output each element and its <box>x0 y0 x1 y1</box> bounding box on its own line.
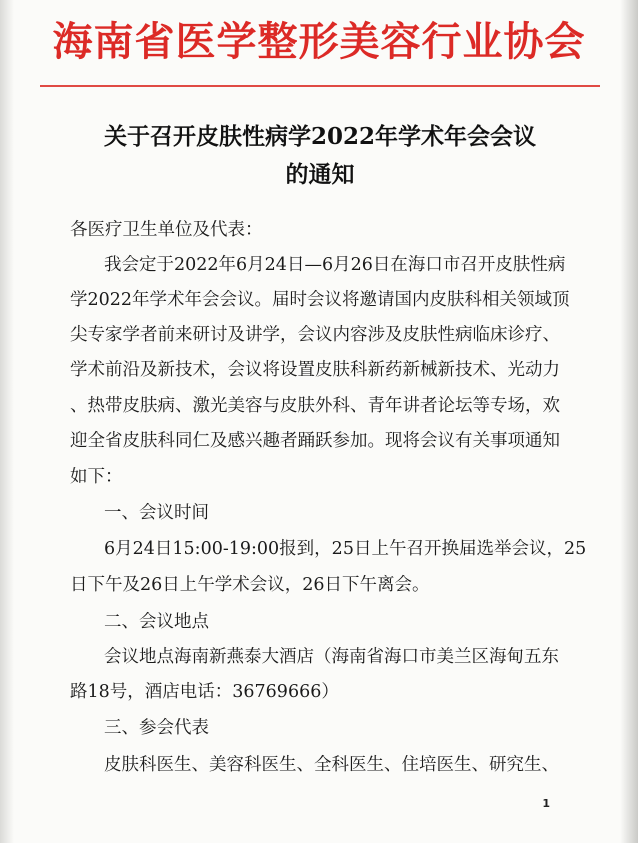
attendees-line-1: 皮肤科医生、美容科医生、全科医生、住培医生、研究生、 <box>104 755 559 775</box>
intro-line-6: 迎全省皮肤科同仁及感兴趣者踊跃参加。现将会议有关事项通知 <box>70 431 560 451</box>
header-divider <box>40 85 600 87</box>
location-line-1: 会议地点海南新燕泰大酒店（海南省海口市美兰区海甸五东 <box>104 647 559 667</box>
section-heading-attendees: 三、参会代表 <box>104 718 209 738</box>
intro-line-3: 尖专家学者前来研讨及讲学，会议内容涉及皮肤性病临床诊疗、 <box>70 325 560 345</box>
document-title-line-2: 的通知 <box>285 161 355 188</box>
intro-line-2: 学2022年学术年会会议。届时会议将邀请国内皮肤科相关领域顶 <box>70 290 570 310</box>
salutation: 各医疗卫生单位及代表： <box>70 220 263 240</box>
section-heading-location: 二、会议地点 <box>104 612 209 632</box>
page-number: 1 <box>542 797 550 810</box>
page-shadow-right <box>620 0 638 843</box>
page-shadow-left <box>0 0 14 843</box>
intro-line-5: 、热带皮肤病、激光美容与皮肤外科、青年讲者论坛等专场，欢 <box>70 396 560 416</box>
intro-line-7: 如下： <box>70 467 123 487</box>
section-heading-time: 一、会议时间 <box>104 503 209 523</box>
location-line-2: 路18号，酒店电话：36769666） <box>70 682 339 702</box>
time-line-1: 6月24日15:00-19:00报到，25日上午召开换届选举会议，25 <box>104 539 587 559</box>
time-line-2: 日下午及26日上午学术会议，26日下午离会。 <box>70 575 430 595</box>
intro-line-1: 我会定于2022年6月24日—6月26日在海口市召开皮肤性病 <box>104 255 566 275</box>
organization-header: 海南省医学整形美容行业协会 <box>52 19 586 65</box>
document-title-line-1: 关于召开皮肤性病学2022年学术年会会议 <box>103 123 536 150</box>
intro-line-4: 学术前沿及新技术，会议将设置皮肤科新药新械新技术、光动力 <box>70 360 560 380</box>
